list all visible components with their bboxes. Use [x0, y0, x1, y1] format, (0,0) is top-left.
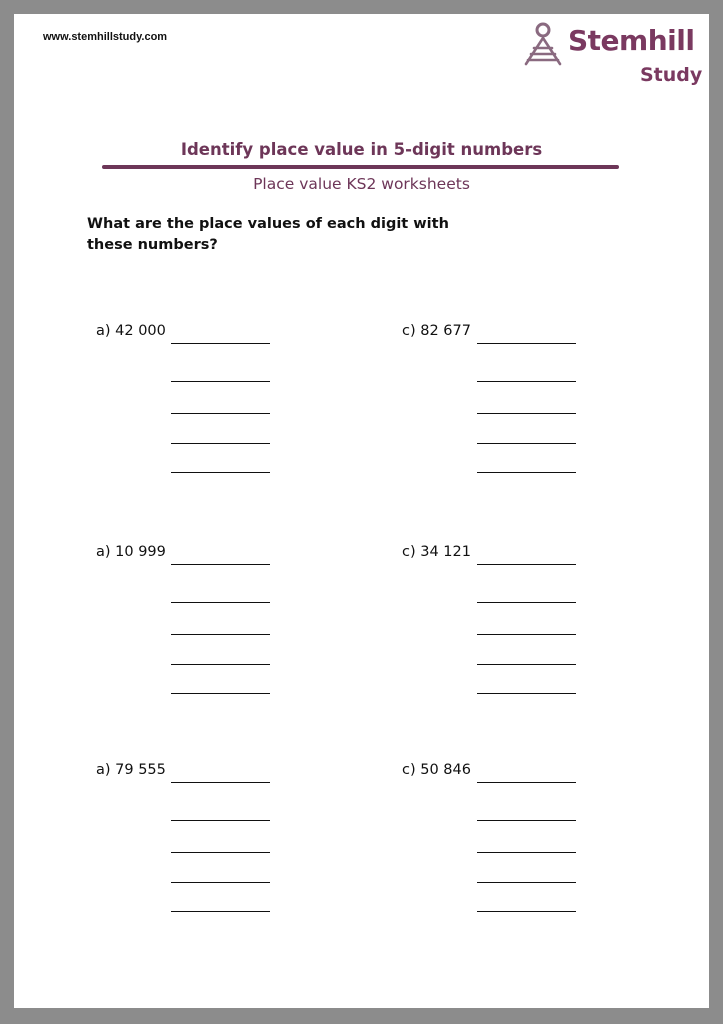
answer-line[interactable] — [477, 866, 576, 883]
answer-line[interactable] — [171, 648, 270, 665]
worksheet-title: Identify place value in 5-digit numbers — [180, 140, 543, 159]
answer-line[interactable] — [171, 677, 270, 694]
answer-line[interactable] — [171, 365, 270, 382]
answer-line[interactable] — [171, 548, 270, 565]
answer-line[interactable] — [477, 677, 576, 694]
answer-line[interactable] — [477, 586, 576, 603]
question-6 — [402, 762, 622, 912]
site-url[interactable]: www.stemhillstudy.com — [43, 31, 168, 43]
answer-line[interactable] — [171, 456, 270, 473]
answer-line[interactable] — [477, 648, 576, 665]
instruction-text — [87, 214, 487, 256]
answer-line[interactable] — [477, 804, 576, 821]
answer-line[interactable] — [477, 548, 576, 565]
answer-line[interactable] — [477, 427, 576, 444]
answer-line[interactable] — [171, 427, 270, 444]
question-label: a) 10 999 — [96, 544, 166, 560]
question-label: c) 50 846 — [402, 762, 471, 778]
answer-line[interactable] — [477, 618, 576, 635]
answer-line[interactable] — [171, 804, 270, 821]
question-label: c) 34 121 — [402, 544, 471, 560]
teacher-board-icon — [522, 22, 564, 66]
answer-line[interactable] — [477, 895, 576, 912]
stemhill-logo[interactable] — [522, 20, 707, 92]
question-3 — [96, 544, 316, 694]
question-label: a) 42 000 — [96, 323, 166, 339]
answer-line[interactable] — [171, 327, 270, 344]
answer-line[interactable] — [477, 365, 576, 382]
instruction-line-2: these numbers? — [87, 237, 218, 253]
question-label: a) 79 555 — [96, 762, 166, 778]
answer-line[interactable] — [477, 327, 576, 344]
question-4 — [402, 544, 622, 694]
instruction-line-1: What are the place values of each digit with — [87, 216, 449, 232]
question-5 — [96, 762, 316, 912]
question-2 — [402, 323, 622, 473]
title-divider — [102, 165, 619, 169]
answer-line[interactable] — [477, 836, 576, 853]
logo-word-stemhill: Stemhill — [568, 24, 695, 57]
answer-line[interactable] — [477, 397, 576, 414]
answer-line[interactable] — [171, 766, 270, 783]
answer-line[interactable] — [171, 836, 270, 853]
answer-line[interactable] — [477, 766, 576, 783]
logo-word-study: Study — [640, 64, 703, 86]
answer-line[interactable] — [171, 895, 270, 912]
question-1 — [96, 323, 316, 473]
answer-line[interactable] — [171, 866, 270, 883]
answer-line[interactable] — [171, 586, 270, 603]
answer-line[interactable] — [171, 397, 270, 414]
answer-line[interactable] — [171, 618, 270, 635]
answer-line[interactable] — [477, 456, 576, 473]
worksheet-page — [14, 14, 709, 1008]
worksheet-subtitle: Place value KS2 worksheets — [253, 175, 470, 193]
question-label: c) 82 677 — [402, 323, 471, 339]
